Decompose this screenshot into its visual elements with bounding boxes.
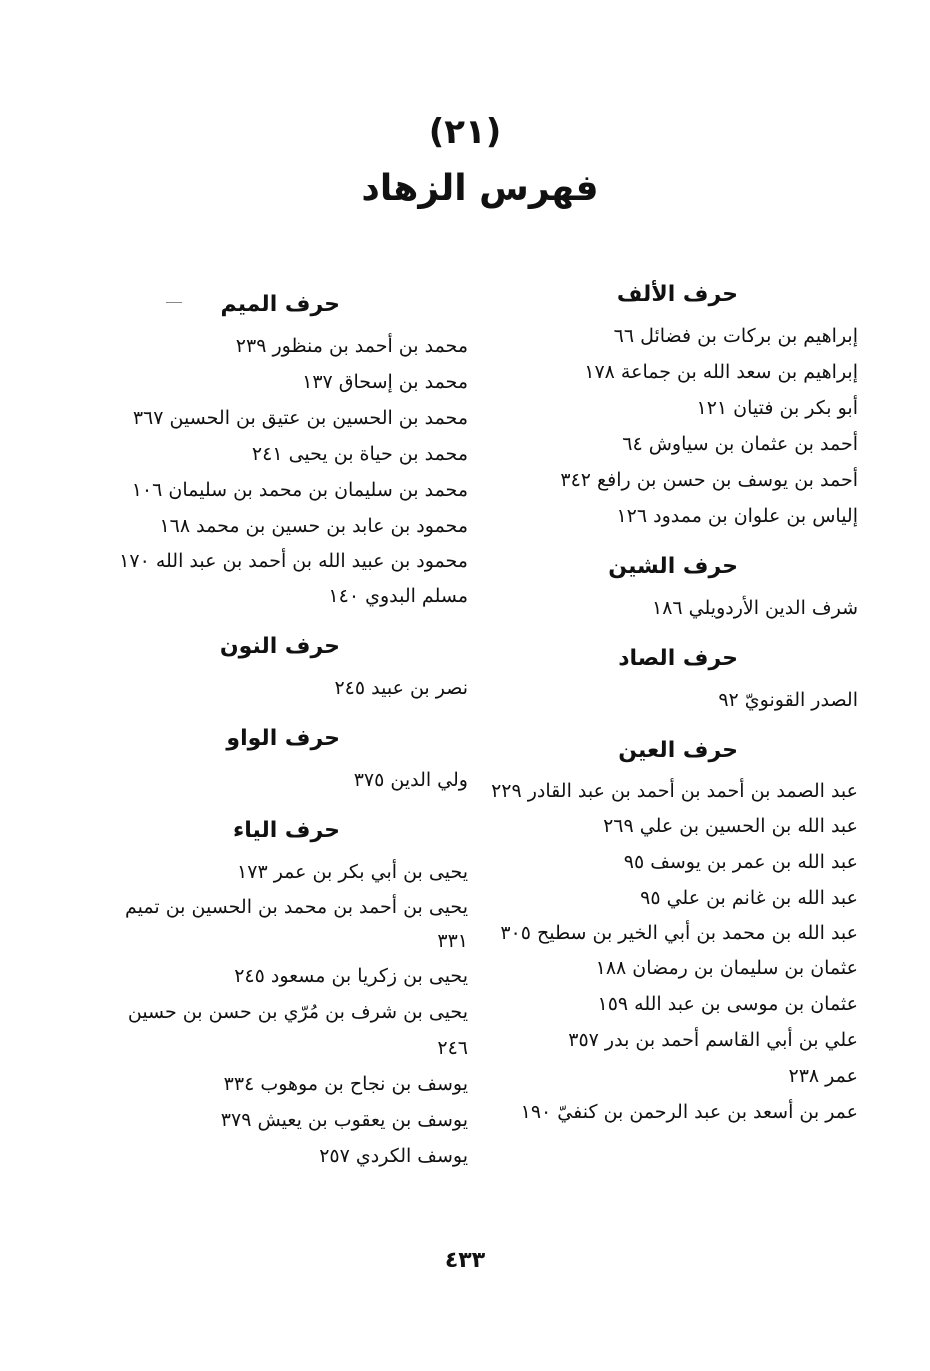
index-entry: الصدر القونويّ ٩٢ [718, 689, 858, 711]
index-entry: محمود بن عبيد الله بن أحمد بن عبد الله ١٧٠ [119, 550, 468, 572]
index-entry: عمر بن أسعد بن عبد الرحمن بن كنفيّ ١٩٠ [520, 1101, 858, 1123]
index-entry: عمر ٢٣٨ [788, 1065, 858, 1087]
index-entry: نصر بن عبيد ٢٤٥ [334, 677, 468, 699]
index-entry: يحيى بن أبي بكر بن عمر ١٧٣ [237, 861, 468, 883]
index-entry: يحيى بن شرف بن مُرّي بن حسن بن حسين ٢٤٦ [127, 1001, 468, 1059]
index-entry: محمد بن الحسين بن عتيق بن الحسين ٣٦٧ [132, 407, 468, 429]
index-entry: أبو بكر بن فتيان ١٢١ [696, 397, 858, 419]
section-heading-ya: حرف الياء [232, 818, 340, 843]
index-entry: إلياس بن علوان بن ممدود ١٢٦ [616, 505, 858, 527]
right-column [483, 272, 858, 1130]
left-column [108, 282, 468, 1174]
index-entry: عبد الله بن محمد بن أبي الخير بن سطيح ٣٠٥ [500, 922, 858, 944]
index-entry: عبد الله بن الحسين بن علي ٢٦٩ [603, 815, 858, 837]
page-number: ٤٣٣ [444, 1248, 486, 1273]
index-entry: يوسف بن يعقوب بن يعيش ٣٧٩ [220, 1109, 468, 1131]
index-entry: عبد الله بن عمر بن يوسف ٩٥ [623, 851, 858, 873]
index-entry: يحيى بن زكريا بن مسعود ٢٤٥ [234, 965, 468, 987]
section-heading-nun: حرف النون [219, 634, 340, 659]
index-entry: أحمد بن عثمان بن سياوش ٦٤ [622, 433, 858, 455]
page-title: فهرس الزهاد [361, 168, 599, 209]
section-heading-sad: حرف الصاد [618, 646, 738, 671]
index-entry: أحمد بن يوسف بن حسن بن رافع ٣٤٢ [560, 469, 858, 491]
index-entry: عبد الصمد بن أحمد بن أحمد بن عبد القادر ٢٢٩ [491, 780, 858, 802]
scan-mark [166, 302, 182, 303]
index-entry: محمد بن إسحاق ١٣٧ [302, 371, 468, 393]
index-entry: محمد بن حياة بن يحيى ٢٤١ [251, 443, 468, 465]
index-entry: يحيى بن أحمد بن محمد بن الحسين بن تميم ٣٣١ [125, 896, 468, 952]
index-entry: محمد بن أحمد بن منظور ٢٣٩ [235, 335, 468, 357]
index-entry: شرف الدين الأردويلي ١٨٦ [652, 597, 858, 619]
index-entry: إبراهيم بن سعد الله بن جماعة ١٧٨ [584, 361, 858, 383]
index-entry: عثمان بن سليمان بن رمضان ١٨٨ [595, 957, 858, 979]
section-heading-mim: حرف الميم [220, 292, 340, 317]
index-entry: ولي الدين ٣٧٥ [353, 769, 468, 791]
index-entry: مسلم البدوي ١٤٠ [328, 585, 468, 607]
section-heading-waw: حرف الواو [226, 726, 340, 751]
index-entry: عبد الله بن غانم بن علي ٩٥ [640, 887, 858, 909]
index-entry: يوسف الكردي ٢٥٧ [319, 1145, 468, 1167]
section-heading-ayn: حرف العين [618, 738, 738, 763]
index-entry: إبراهيم بن بركات بن فضائل ٦٦ [613, 325, 858, 347]
index-entry: علي بن أبي القاسم أحمد بن بدر ٣٥٧ [568, 1029, 858, 1051]
index-entry: محمد بن سليمان بن محمد بن سليمان ١٠٦ [131, 479, 468, 501]
index-entry: يوسف بن نجاح بن موهوب ٣٣٤ [223, 1073, 468, 1095]
section-heading-alif: حرف الألف [616, 282, 738, 307]
index-entry: محمود بن عابد بن حسين بن محمد ١٦٨ [159, 515, 468, 537]
section-heading-shin: حرف الشين [608, 554, 738, 579]
index-entry: عثمان بن موسى بن عبد الله ١٥٩ [597, 993, 858, 1015]
chapter-number: (٢١) [428, 112, 502, 152]
